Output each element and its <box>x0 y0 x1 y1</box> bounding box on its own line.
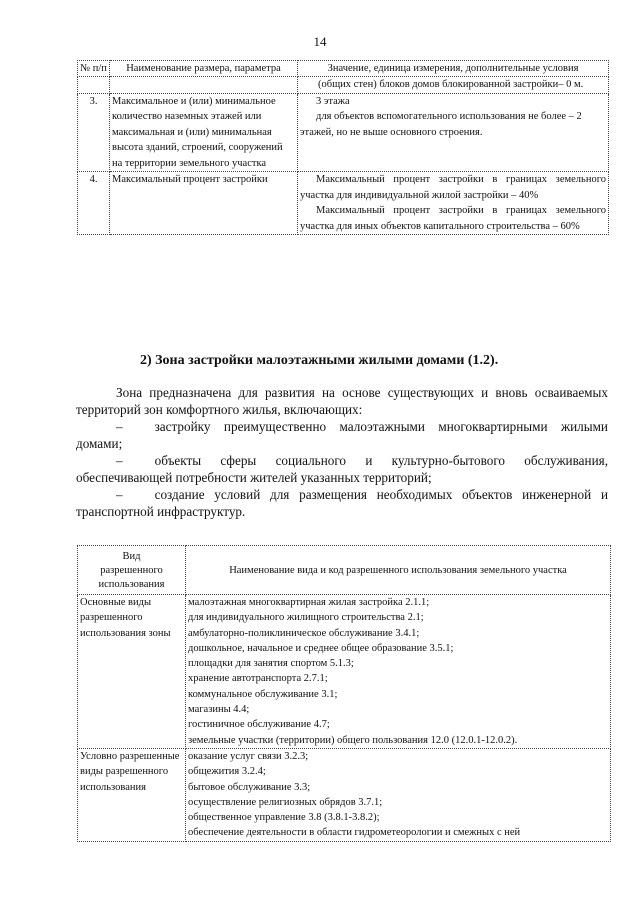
row-num: 4. <box>78 172 110 235</box>
table-row <box>78 748 611 841</box>
section-heading: 2) Зона застройки малоэтажными жилыми домами (1.2). <box>140 353 499 368</box>
list-item <box>76 452 608 486</box>
row-value-line: Максимальный процент застройки в границах земельного участка для иных объектов капитального строительства – 60% <box>300 205 606 232</box>
table-row <box>78 93 609 172</box>
header-use-kind: Вид разрешенного использования <box>78 546 186 595</box>
use-item: магазины 4.4; <box>188 704 250 716</box>
header-param-name: Наименование размера, параметра <box>110 61 298 77</box>
list-dash: – <box>116 419 123 434</box>
row-value <box>298 172 609 235</box>
use-item: бытовое обслуживание 3.3; <box>188 781 311 793</box>
row-value <box>298 77 609 94</box>
use-list <box>188 595 608 748</box>
list-item-text: создание условий для размещения необходимых объектов инженерной и транспортной инфраструктур. <box>76 487 608 519</box>
land-use-table <box>77 545 611 842</box>
row-param-name <box>110 77 298 94</box>
use-item: малоэтажная многоквартирная жилая застройка 2.1.1; <box>188 597 430 608</box>
list-item <box>76 486 608 520</box>
list-item-text: застройку преимущественно малоэтажными многоквартирными жилыми домами; <box>76 419 608 451</box>
section-intro <box>76 384 608 520</box>
use-item: осуществление религиозных обрядов 3.7.1; <box>188 796 383 808</box>
use-item: хранение автотранспорта 2.7.1; <box>188 673 328 685</box>
list-item-text: объекты сферы социального и культурно-бытового обслуживания, обеспечивающей потребности жителей указанных территорий; <box>76 453 608 485</box>
row-value <box>298 93 609 172</box>
header-num: № п/п <box>78 61 110 77</box>
row-num <box>78 77 110 94</box>
use-item: дошкольное, начальное и среднее общее образование 3.5.1; <box>188 642 454 654</box>
row-value-line: (общих стен) блоков домов блокированной застройки– 0 м. <box>318 79 584 90</box>
row-value-line: Максимальный процент застройки в границах земельного участка для индивидуальной жилой застройки – 40% <box>300 174 606 201</box>
use-item: оказание услуг связи 3.2.3; <box>188 750 309 762</box>
header-use-name: Наименование вида и код разрешенного использования земельного участка <box>186 546 611 595</box>
table-header-row <box>78 546 611 595</box>
intro-paragraph: Зона предназначена для развития на основе существующих и вновь осваиваемых территорий зон комфортного жилья, включающих: <box>76 385 608 417</box>
list-dash: – <box>116 453 123 468</box>
row-use-list <box>186 595 611 749</box>
table-header-row <box>78 61 609 77</box>
parameters-table <box>77 60 609 235</box>
use-item: площадки для занятия спортом 5.1.3; <box>188 658 354 670</box>
list-item <box>76 418 608 452</box>
row-value-line: 3 этажа <box>316 95 350 107</box>
row-use-list <box>186 748 611 841</box>
use-item: для индивидуального жилищного строительства 2.1; <box>188 612 424 624</box>
use-item: общежития 3.2.4; <box>188 766 266 778</box>
table-row <box>78 172 609 235</box>
row-num: 3. <box>78 93 110 172</box>
row-value-line: для объектов вспомогательного использования не более – 2 этажей, но не выше основного строения. <box>300 111 582 138</box>
use-item: общественное управление 3.8 (3.8.1-3.8.2); <box>188 812 380 824</box>
row-use-kind: Основные виды разрешенного использования зоны <box>78 595 186 749</box>
table-row <box>78 77 609 94</box>
table-row <box>78 595 611 749</box>
use-item: амбулаторно-поликлиническое обслуживание 3.4.1; <box>188 627 420 639</box>
use-item: гостиничное обслуживание 4.7; <box>188 719 330 731</box>
page-number: 14 <box>313 34 327 49</box>
row-use-kind: Условно разрешенные виды разрешенного использования <box>78 748 186 841</box>
use-item: коммунальное обслуживание 3.1; <box>188 688 338 700</box>
list-dash: – <box>116 487 123 502</box>
row-param-name: Максимальный процент застройки <box>110 172 298 235</box>
row-param-name: Максимальное и (или) минимальное количество наземных этажей или максимальная и (или) минимальная высота зданий, строений, сооружений на территории земельного участка <box>110 93 298 172</box>
use-list <box>188 749 608 841</box>
use-item: обеспечение деятельности в области гидрометеорологии и смежных с ней <box>188 827 521 839</box>
use-item: земельные участки (территории) общего пользования 12.0 (12.0.1-12.0.2). <box>188 734 518 746</box>
header-value: Значение, единица измерения, дополнительные условия <box>298 61 609 77</box>
